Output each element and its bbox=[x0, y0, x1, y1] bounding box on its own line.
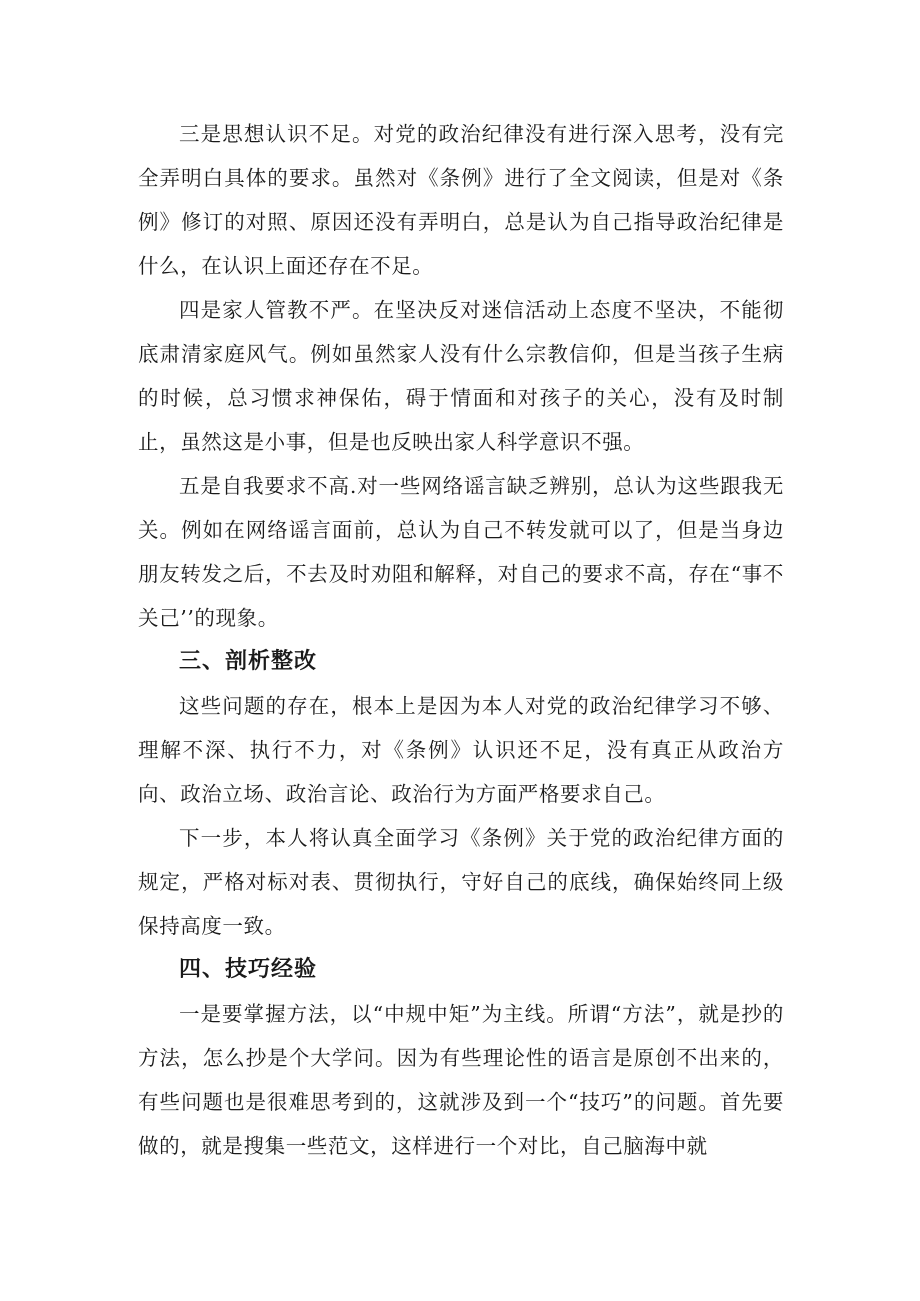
paragraph-point-four: 四是家人管教不严。在坚决反对迷信活动上态度不坚决，不能彻底肃清家庭风气。例如虽然家人没有什么宗教信仰，但是当孩子生病的时候，总习惯求神保佑，碍于情面和对孩子的关心，没有及时制止，虽然这是小事，但是也反映出家人科学意识不强。 bbox=[138, 298, 784, 454]
document-body bbox=[138, 112, 784, 1168]
section-heading-tips: 四、技巧经验 bbox=[179, 957, 318, 982]
paragraph-point-five: 五是自我要求不高.对一些网络谣言缺乏辨别，总认为这些跟我无关。例如在网络谣言面前，总认为自己不转发就可以了，但是当身边朋友转发之后，不去及时劝阻和解释，对自己的要求不高，存在“事不关己’’的现象。 bbox=[138, 474, 784, 630]
paragraph-next-step: 下一步，本人将认真全面学习《条例》关于党的政治纪律方面的规定，严格对标对表、贯彻执行，守好自己的底线，确保始终同上级保持高度一致。 bbox=[138, 826, 784, 938]
section-heading-analysis: 三、剖析整改 bbox=[179, 649, 318, 674]
paragraph-tip-one: 一是要掌握方法，以“中规中矩”为主线。所谓“方法”，就是抄的方法，怎么抄是个大学问。因为有些理论性的语言是原创不出来的，有些问题也是很难思考到的，这就涉及到一个“技巧”的问题。首先要做的，就是搜集一些范文，这样进行一个对比，自己脑海中就 bbox=[138, 1002, 784, 1158]
paragraph-root-cause: 这些问题的存在，根本上是因为本人对党的政治纪律学习不够、理解不深、执行不力，对《条例》认识还不足，没有真正从政治方向、政治立场、政治言论、政治行为方面严格要求自己。 bbox=[138, 694, 784, 806]
paragraph-point-three: 三是思想认识不足。对党的政治纪律没有进行深入思考，没有完全弄明白具体的要求。虽然对《条例》进行了全文阅读，但是对《条例》修订的对照、原因还没有弄明白，总是认为自己指导政治纪律是什么，在认识上面还存在不足。 bbox=[138, 122, 784, 278]
